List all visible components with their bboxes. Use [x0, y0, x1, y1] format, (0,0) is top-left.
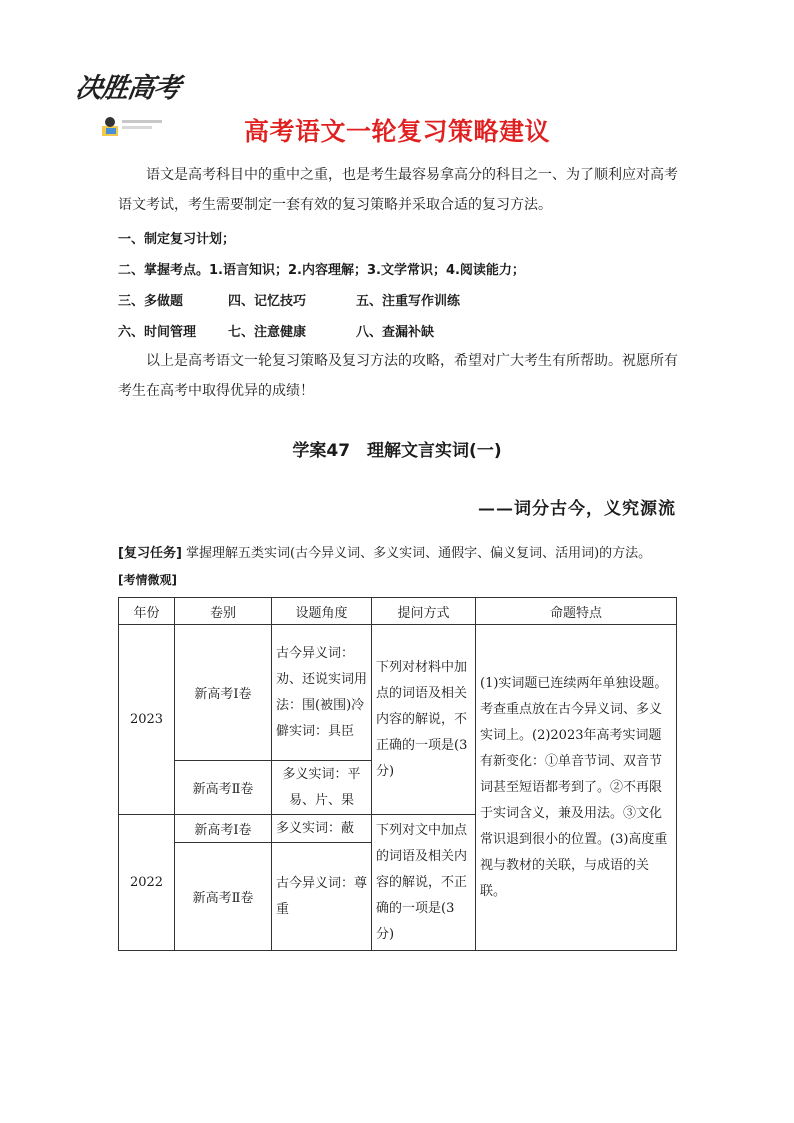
table-header: 设题角度	[272, 598, 372, 625]
table-row	[119, 625, 677, 761]
table-header-row	[119, 598, 677, 625]
angle-cell: 多义实词：平易、片、果	[272, 761, 372, 815]
strategy-line-3	[118, 290, 460, 309]
table-header: 命题特点	[476, 598, 677, 625]
strategy-item: 六、时间管理	[118, 325, 197, 340]
strategy-item: 三、多做题	[118, 294, 184, 309]
strategy-item: 七、注意健康	[228, 325, 307, 340]
situation-label: [考情微观]	[118, 573, 177, 587]
paper-cell: 新高考Ⅱ卷	[175, 843, 272, 951]
task-label: [复习任务]	[118, 546, 182, 561]
strategy-item: 八、查漏补缺	[356, 325, 435, 340]
angle-cell: 古今异义词：劝、还说实词用法：围(被围)冷僻实词：具臣	[272, 625, 372, 761]
strategy-line-1: 一、制定复习计划；	[118, 232, 236, 247]
strategy-line-2: 二、掌握考点。1.语言知识；2.内容理解；3.文学常识；4.阅读能力；	[118, 263, 525, 278]
table-header: 卷别	[175, 598, 272, 625]
paper-cell: 新高考Ⅰ卷	[175, 625, 272, 761]
angle-cell: 古今异义词：尊重	[272, 843, 372, 951]
intro-paragraph: 语文是高考科目中的重中之重，也是考生最容易拿高分的科目之一、为了顺利应对高考语文考试，考生需要制定一套有效的复习策略并采取合适的复习方法。	[118, 167, 678, 213]
paper-cell: 新高考Ⅰ卷	[175, 815, 272, 843]
lesson-title: 学案47 理解文言实词(一)	[292, 441, 502, 461]
closing-paragraph: 以上是高考语文一轮复习策略及复习方法的攻略，希望对广大考生有所帮助。祝愿所有考生在高考中取得优异的成绩！	[118, 353, 678, 399]
exam-table	[118, 597, 677, 951]
table-header: 提问方式	[372, 598, 476, 625]
features-cell: (1)实词题已连续两年单独设题。考查重点放在古今异义词、多义实词上。(2)2023年高考实词题有新变化：①单音节词、双音节词甚至短语都考到了。②不再限于实词含义，兼及用法。③文化常识退到很小的位置。(3)高度重视与教材的关联，与成语的关联。	[476, 625, 677, 951]
strategy-item: 四、记忆技巧	[228, 294, 307, 309]
logo-text: 决胜高考	[73, 73, 182, 104]
question-cell: 下列对文中加点的词语及相关内容的解说，不正确的一项是(3分)	[372, 815, 476, 951]
year-cell: 2022	[119, 815, 175, 951]
year-cell: 2023	[119, 625, 175, 815]
strategy-item: 五、注重写作训练	[356, 294, 461, 309]
task-text: 掌握理解五类实词(古今异义词、多义实词、通假字、偏义复词、活用词)的方法。	[186, 546, 652, 561]
strategy-line-4	[118, 321, 434, 340]
review-task	[118, 542, 651, 561]
page-title: 高考语文一轮复习策略建议	[243, 117, 550, 146]
question-cell: 下列对材料中加点的词语及相关内容的解说，不正确的一项是(3分)	[372, 625, 476, 815]
table-header: 年份	[119, 598, 175, 625]
angle-cell: 多义实词：蔽	[272, 815, 372, 843]
lesson-subtitle: ——词分古今，义究源流	[478, 499, 676, 519]
paper-cell: 新高考Ⅱ卷	[175, 761, 272, 815]
